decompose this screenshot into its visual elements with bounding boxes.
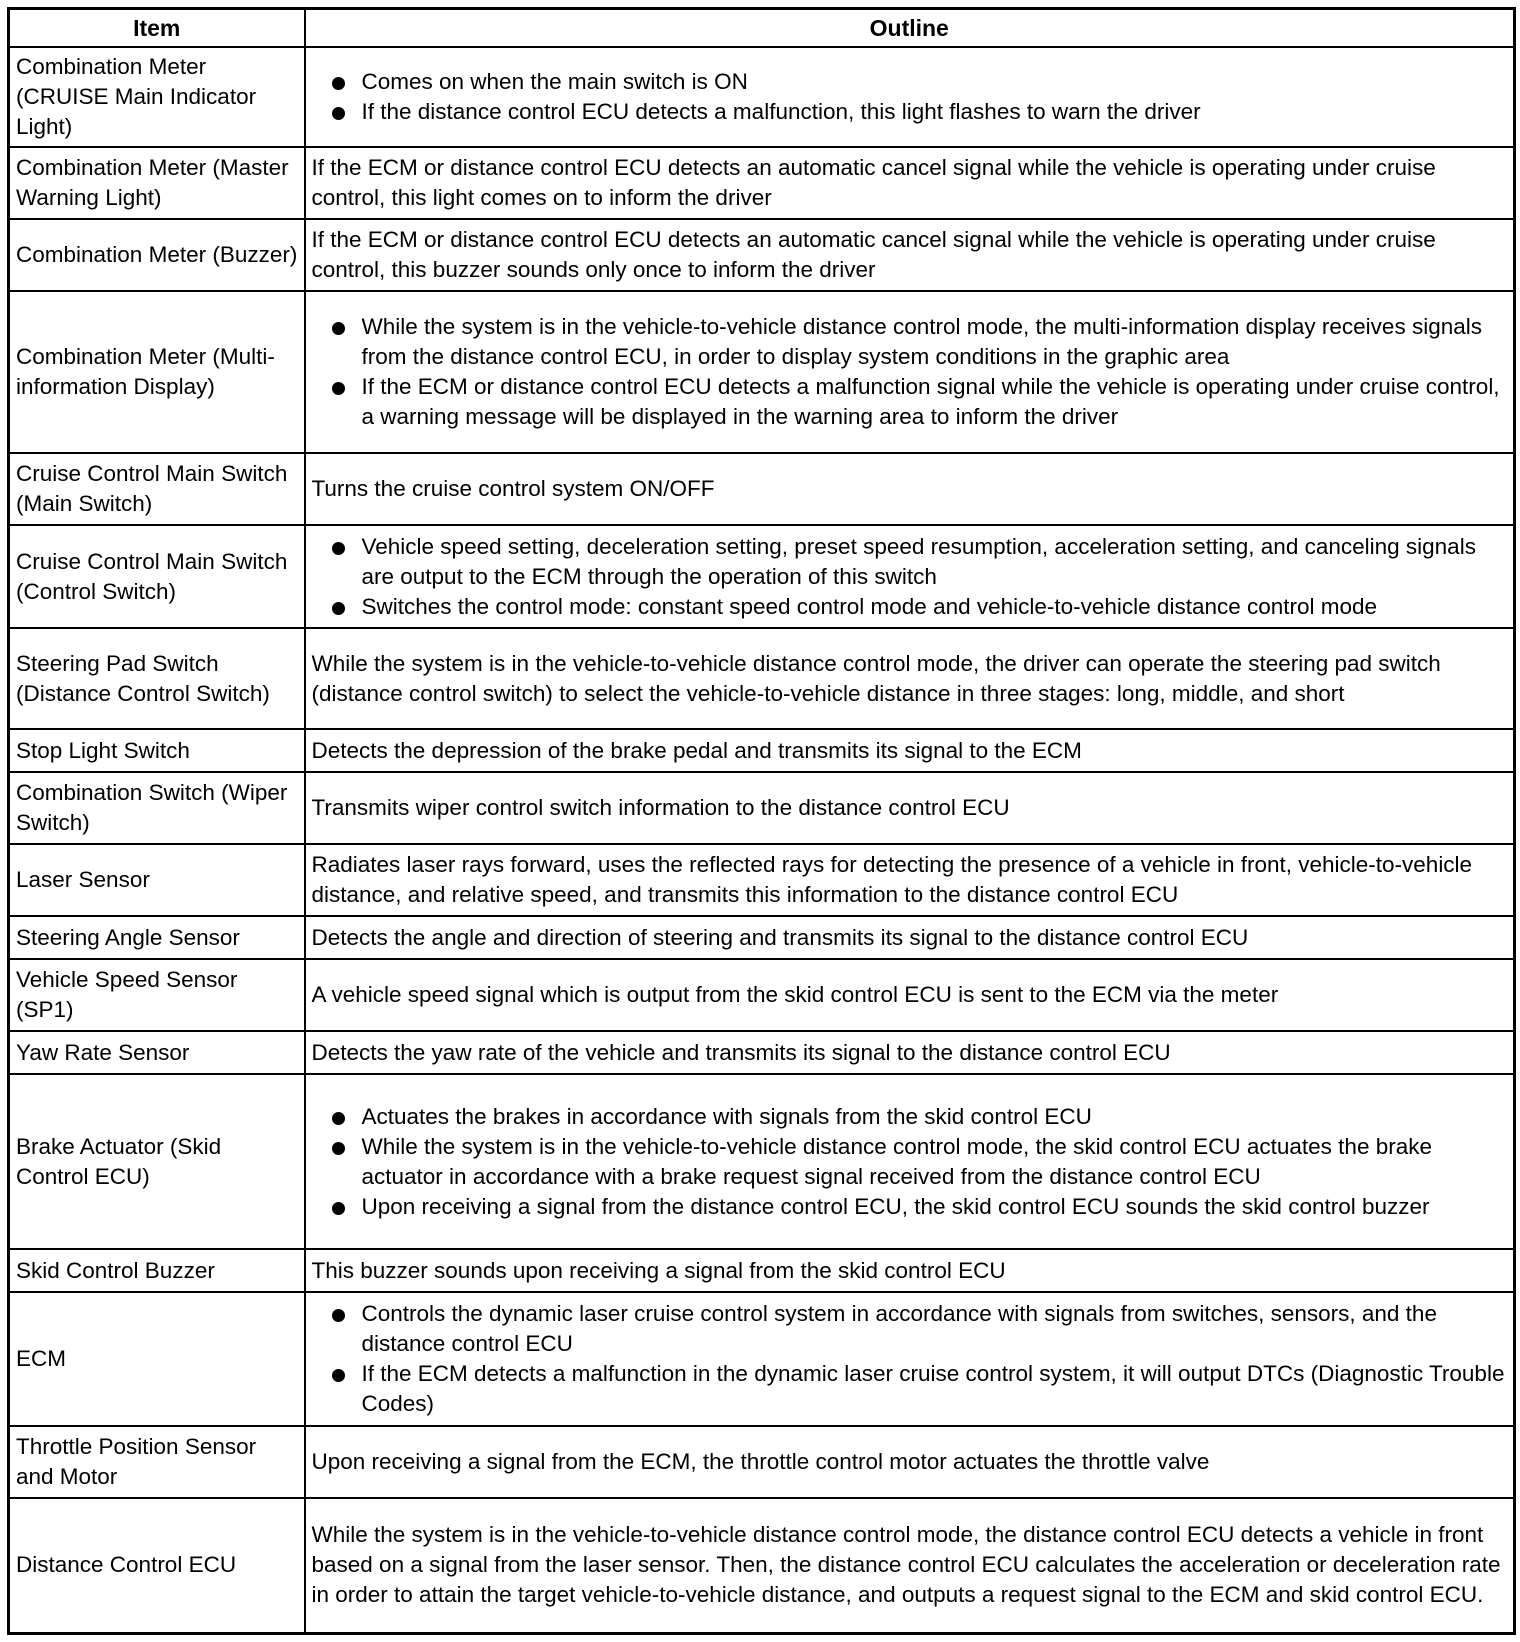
outline-cell: Transmits wiper control switch information to the distance control ECU xyxy=(305,772,1515,844)
outline-cell xyxy=(305,47,1515,148)
table-row xyxy=(9,1074,1515,1249)
outline-bullet-list xyxy=(312,1102,1508,1222)
outline-cell: Detects the depression of the brake pedal and transmits its signal to the ECM xyxy=(305,729,1515,772)
outline-bullet: If the distance control ECU detects a malfunction, this light flashes to warn the driver xyxy=(312,97,1508,127)
outline-cell xyxy=(305,291,1515,453)
outline-bullet: Vehicle speed setting, deceleration setting, preset speed resumption, acceleration setting, and canceling signals are output to the ECM through the operation of this switch xyxy=(312,532,1508,592)
item-cell: Steering Pad Switch (Distance Control Switch) xyxy=(9,628,305,729)
outline-cell: This buzzer sounds upon receiving a signal from the skid control ECU xyxy=(305,1249,1515,1292)
outline-cell: If the ECM or distance control ECU detects an automatic cancel signal while the vehicle is operating under cruise control, this buzzer sounds only once to inform the driver xyxy=(305,219,1515,291)
outline-cell: While the system is in the vehicle-to-vehicle distance control mode, the driver can operate the steering pad switch (distance control switch) to select the vehicle-to-vehicle distance in three stages: long, middle, and short xyxy=(305,628,1515,729)
component-outline-table xyxy=(7,7,1516,1635)
table-row xyxy=(9,729,1515,772)
table-row xyxy=(9,1498,1515,1634)
outline-bullet: Switches the control mode: constant speed control mode and vehicle-to-vehicle distance control mode xyxy=(312,592,1508,622)
outline-bullet-list xyxy=(312,532,1508,622)
item-cell: Steering Angle Sensor xyxy=(9,916,305,959)
header-row xyxy=(9,9,1515,47)
table-row xyxy=(9,525,1515,628)
item-cell: Yaw Rate Sensor xyxy=(9,1031,305,1074)
table-row xyxy=(9,772,1515,844)
table-row xyxy=(9,844,1515,916)
outline-bullet-list xyxy=(312,1299,1508,1419)
outline-bullet: Comes on when the main switch is ON xyxy=(312,67,1508,97)
item-cell: Skid Control Buzzer xyxy=(9,1249,305,1292)
outline-bullet: Upon receiving a signal from the distance control ECU, the skid control ECU sounds the skid control buzzer xyxy=(312,1192,1508,1222)
item-cell: Cruise Control Main Switch (Main Switch) xyxy=(9,453,305,525)
outline-bullet-list xyxy=(312,67,1508,127)
item-cell: Combination Switch (Wiper Switch) xyxy=(9,772,305,844)
item-cell: Combination Meter (Master Warning Light) xyxy=(9,147,305,219)
item-cell: Combination Meter (CRUISE Main Indicator Light) xyxy=(9,47,305,148)
table-row xyxy=(9,47,1515,148)
outline-cell: Radiates laser rays forward, uses the reflected rays for detecting the presence of a vehicle in front, vehicle-to-vehicle distance, and relative speed, and transmits this information to the distance control ECU xyxy=(305,844,1515,916)
item-cell: Stop Light Switch xyxy=(9,729,305,772)
table-row xyxy=(9,959,1515,1031)
item-cell: Throttle Position Sensor and Motor xyxy=(9,1426,305,1498)
outline-bullet: If the ECM or distance control ECU detects a malfunction signal while the vehicle is operating under cruise control, a warning message will be displayed in the warning area to inform the driver xyxy=(312,372,1508,432)
outline-bullet: Actuates the brakes in accordance with signals from the skid control ECU xyxy=(312,1102,1508,1132)
table-row xyxy=(9,916,1515,959)
outline-cell: While the system is in the vehicle-to-vehicle distance control mode, the distance control ECU detects a vehicle in front based on a signal from the laser sensor. Then, the distance control ECU calculates the acceleration or deceleration rate in order to attain the target vehicle-to-vehicle distance, and outputs a request signal to the ECM and skid control ECU. xyxy=(305,1498,1515,1634)
item-cell: Vehicle Speed Sensor (SP1) xyxy=(9,959,305,1031)
item-cell: Combination Meter (Multi-information Display) xyxy=(9,291,305,453)
outline-cell: Upon receiving a signal from the ECM, the throttle control motor actuates the throttle valve xyxy=(305,1426,1515,1498)
header-outline: Outline xyxy=(305,9,1515,47)
table-row xyxy=(9,453,1515,525)
outline-cell: A vehicle speed signal which is output from the skid control ECU is sent to the ECM via the meter xyxy=(305,959,1515,1031)
header-item: Item xyxy=(9,9,305,47)
outline-bullet: While the system is in the vehicle-to-vehicle distance control mode, the skid control ECU actuates the brake actuator in accordance with a brake request signal received from the distance control ECU xyxy=(312,1132,1508,1192)
outline-cell xyxy=(305,1074,1515,1249)
table-row xyxy=(9,147,1515,219)
item-cell: ECM xyxy=(9,1292,305,1426)
item-cell: Cruise Control Main Switch (Control Switch) xyxy=(9,525,305,628)
table-row xyxy=(9,1426,1515,1498)
outline-bullet: Controls the dynamic laser cruise control system in accordance with signals from switches, sensors, and the distance control ECU xyxy=(312,1299,1508,1359)
table-row xyxy=(9,291,1515,453)
table-row xyxy=(9,628,1515,729)
item-cell: Combination Meter (Buzzer) xyxy=(9,219,305,291)
outline-cell: If the ECM or distance control ECU detects an automatic cancel signal while the vehicle is operating under cruise control, this light comes on to inform the driver xyxy=(305,147,1515,219)
outline-bullet: If the ECM detects a malfunction in the dynamic laser cruise control system, it will output DTCs (Diagnostic Trouble Codes) xyxy=(312,1359,1508,1419)
outline-cell: Detects the angle and direction of steering and transmits its signal to the distance control ECU xyxy=(305,916,1515,959)
item-cell: Laser Sensor xyxy=(9,844,305,916)
outline-bullet-list xyxy=(312,312,1508,432)
outline-cell xyxy=(305,525,1515,628)
table-row xyxy=(9,1292,1515,1426)
outline-cell: Turns the cruise control system ON/OFF xyxy=(305,453,1515,525)
outline-cell: Detects the yaw rate of the vehicle and transmits its signal to the distance control ECU xyxy=(305,1031,1515,1074)
table-row xyxy=(9,1249,1515,1292)
table-row xyxy=(9,1031,1515,1074)
table-row xyxy=(9,219,1515,291)
outline-cell xyxy=(305,1292,1515,1426)
item-cell: Distance Control ECU xyxy=(9,1498,305,1634)
outline-bullet: While the system is in the vehicle-to-vehicle distance control mode, the multi-information display receives signals from the distance control ECU, in order to display system conditions in the graphic area xyxy=(312,312,1508,372)
item-cell: Brake Actuator (Skid Control ECU) xyxy=(9,1074,305,1249)
component-table-container xyxy=(7,7,1513,1635)
